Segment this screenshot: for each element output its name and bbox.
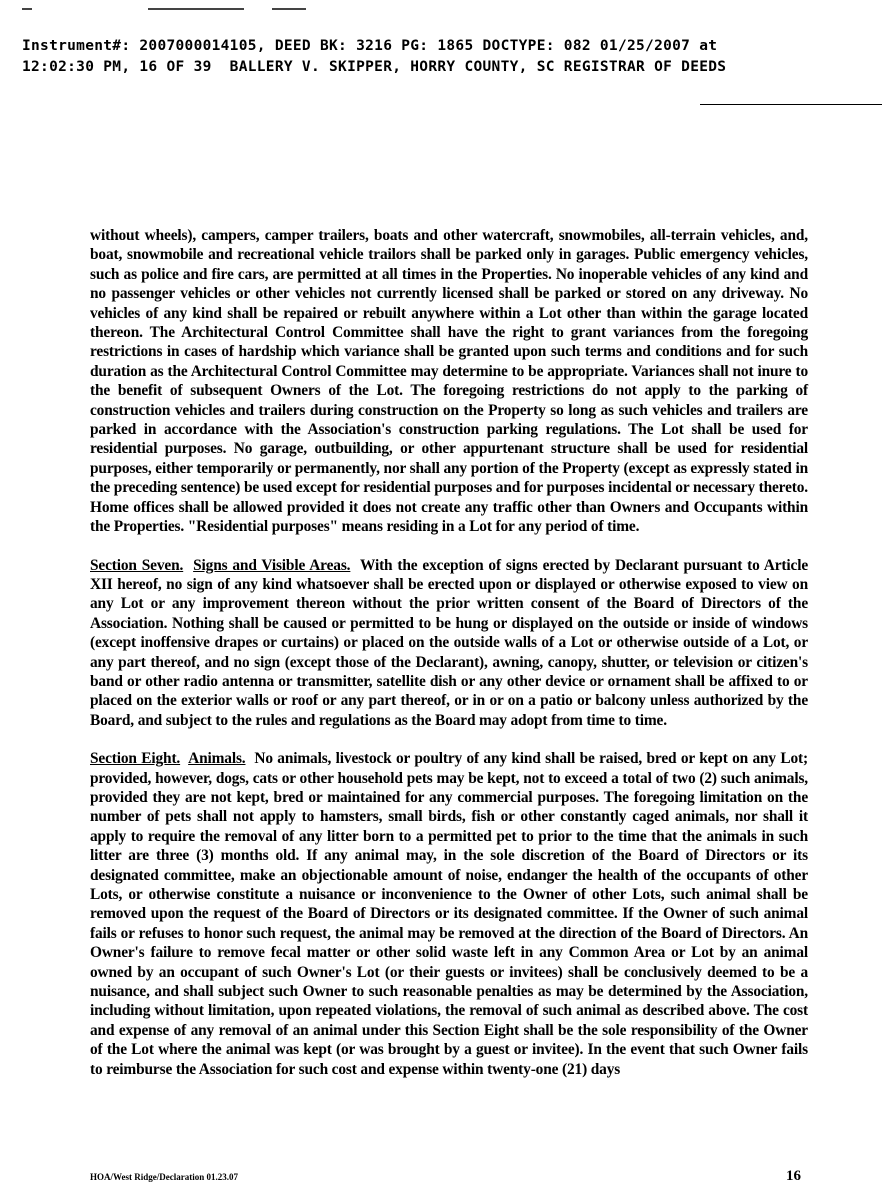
stamp-line-1: Instrument#: 2007000014105, DEED BK: 3216 PG: 1865 DOCTYPE: 082 01/25/2007 at [22,38,718,54]
section-eight-title: Animals. [188,750,246,768]
page-number: 16 [786,1168,801,1184]
section-seven-number: Section Seven. [90,556,184,574]
recording-stamp [22,36,872,78]
section-seven [90,556,808,731]
section-seven-title: Signs and Visible Areas. [193,556,351,574]
stamp-line-2: 12:02:30 PM, 16 OF 39 BALLERY V. SKIPPER, HORRY COUNTY, SC REGISTRAR OF DEEDS [22,59,727,75]
paragraph-continuation: without wheels), campers, camper trailers, boats and other watercraft, snowmobiles, all-terrain vehicles, and, boat, snowmobile and recreational vehicle trailors shall be parked only in garages. Public emergency vehicles, such as police and fire cars, are permitted at all times in the Properties. No inoperable vehicles of any kind and no passenger vehicles or other vehicles not currently licensed shall be parked or stored on any driveway. No vehicles of any kind shall be repaired or rebuilt anywhere within a Lot other than within the garage located thereon. The Architectural Control Committee shall have the right to grant variances from the foregoing restrictions in cases of hardship which variance shall be granted upon such terms and conditions and for such duration as the Architectural Control Committee may determine to be appropriate. Variances shall not inure to the benefit of subsequent Owners of the Lot. The foregoing restrictions do not apply to the parking of construction vehicles and trailers during construction on the Property so long as such vehicles and trailers are parked in accordance with the Association's construction parking regulations. The Lot shall be used for residential purposes. No garage, outbuilding, or other appurtenant structure shall be used for residential purposes, either temporarily or permanently, nor shall any portion of the Property (except as expressly stated in the preceding sentence) be used except for residential purposes and for purposes incidental or necessary thereto. Home offices shall be allowed provided it does not create any traffic other than Owners and Occupants within the Properties. "Residential purposes" means residing in a Lot for any period of time. [90,227,808,536]
section-eight-number: Section Eight. [90,750,181,768]
scan-mark [272,8,306,10]
scan-mark [22,8,32,10]
section-eight [90,749,808,1079]
scan-mark [148,8,244,10]
document-body [90,226,808,1098]
section-seven-text: With the exception of signs erected by Declarant pursuant to Article XII hereof, no sign of any kind whatsoever shall be erected upon or displayed or otherwise exposed to view on any Lot or any improvement thereon without the prior written consent of the Board of Directors of the Association. Nothing shall be caused or permitted to be hung or displayed on the outside or inside of windows (except inoffensive drapes or curtains) or placed on the outside walls of a Lot or otherwise outside of a Lot, or any part thereof, and no sign (except those of the Declarant), awning, canopy, shutter, or television or citizen's band or other radio antenna or transmitter, satellite dish or any other device or ornament shall be affixed to or placed on the exterior walls or roof or any part thereof, or in or on a patio or balcony unless authorized by the Board, and subject to the rules and regulations as the Board may adopt from time to time. [90,556,808,729]
stamp-rule [700,104,882,105]
footer-document-id: HOA/West Ridge/Declaration 01.23.07 [90,1172,238,1182]
section-eight-text: No animals, livestock or poultry of any kind shall be raised, bred or kept on any Lot; provided, however, dogs, cats or other household pets may be kept, not to exceed a total of two (2) such animals, provided they are not kept, bred or maintained for any commercial purposes. The foregoing limitation on the number of pets shall not apply to hamsters, small birds, fish or other constantly caged animals, nor shall it apply to require the removal of any litter born to a permitted pet to prior to the time that the animals in such litter are three (3) months old. If any animal may, in the sole discretion of the Board of Directors or its designated committee, make an objectionable amount of noise, endanger the health of the occupants of other Lots, or otherwise constitute a nuisance or inconvenience to the Owner of other Lots, such animal shall be removed upon the request of the Board of Directors or its designated committee. If the Owner of such animal fails or refuses to honor such request, the animal may be removed at the direction of the Board of Directors. An Owner's failure to remove fecal matter or other solid waste left in any Common Area or Lot by an animal owned by an occupant of such Owner's Lot (or their guests or invitees) shall be conclusively deemed to be a nuisance, and shall subject such Owner to such reasonable penalties as may be determined by the Association, including without limitation, upon repeated violations, the removal of such animal as described above. The cost and expense of any removal of an animal under this Section Eight shall be the sole responsibility of the Owner of the Lot where the animal was kept (or was brought by a guest or invitee). In the event that such Owner fails to reimburse the Association for such cost and expense within twenty-one (21) days [90,750,808,1078]
